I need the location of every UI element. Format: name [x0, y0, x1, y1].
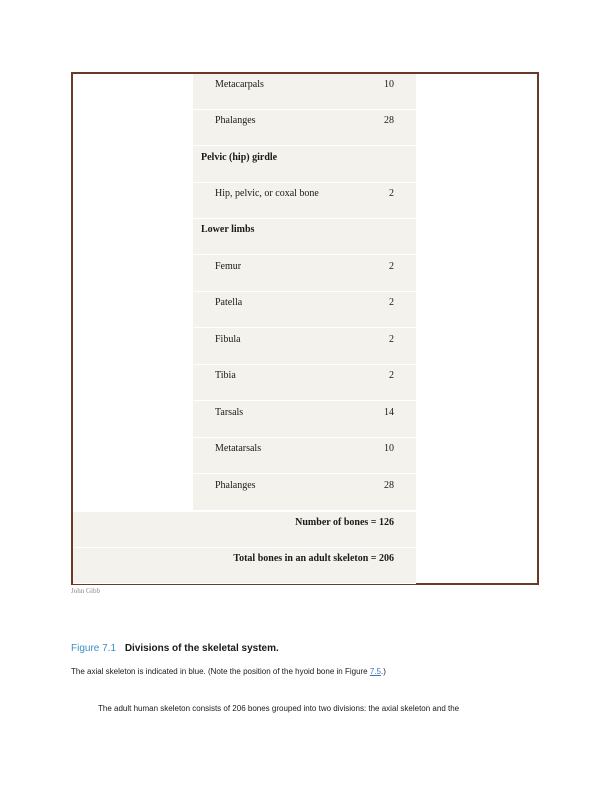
number-of-bones-row: [73, 512, 416, 548]
section-title: Lower limbs: [201, 224, 255, 235]
table-row: [193, 256, 416, 292]
table-row: [193, 110, 416, 146]
caption-end: .): [380, 667, 386, 676]
bone-count: 14: [384, 407, 394, 418]
bone-count: 2: [389, 261, 394, 272]
section-title: Pelvic (hip) girdle: [201, 152, 278, 163]
bone-count: 2: [389, 370, 394, 381]
table-row: [193, 475, 416, 511]
image-credit: John Gibb: [71, 587, 100, 595]
bone-count: 28: [384, 115, 394, 126]
bone-name: Patella: [215, 297, 243, 308]
bone-count: 2: [389, 188, 394, 199]
bone-count: 2: [389, 334, 394, 345]
bone-name: Fibula: [215, 334, 241, 345]
bone-name: Metacarpals: [215, 79, 264, 90]
table-row: [193, 365, 416, 401]
bone-name: Hip, pelvic, or coxal bone: [215, 188, 319, 199]
bone-name: Tibia: [215, 370, 236, 381]
table-row: [193, 402, 416, 438]
figure-number: Figure 7.1: [71, 643, 117, 654]
caption-text: The axial skeleton is indicated in blue. (Note the position of the hyoid bone in Figure: [71, 667, 370, 676]
bone-count: 2: [389, 297, 394, 308]
body-paragraph: The adult human skeleton consists of 206 bones grouped into two divisions: the axial skeleton and the: [98, 704, 460, 713]
bone-name: Tarsals: [215, 407, 244, 418]
table-row: [193, 438, 416, 474]
table-row: [193, 329, 416, 365]
bone-count: 10: [384, 79, 394, 90]
table-row: [193, 292, 416, 328]
figure-link[interactable]: 7.5: [369, 667, 381, 676]
bone-name: Metatarsals: [215, 443, 262, 454]
bone-name: Phalanges: [215, 115, 256, 126]
table-section-header: [193, 219, 416, 255]
figure-title: Divisions of the skeletal system.: [124, 643, 279, 654]
bone-name: Phalanges: [215, 480, 256, 491]
table-section-header: [193, 147, 416, 183]
number-of-bones-label: Number of bones = 126: [295, 517, 394, 528]
bone-name: Femur: [215, 261, 242, 272]
bone-count: 10: [384, 443, 394, 454]
figure-heading: [71, 643, 279, 654]
total-bones-label: Total bones in an adult skeleton = 206: [233, 553, 394, 564]
table-row: [193, 74, 416, 110]
bone-count: 28: [384, 480, 394, 491]
table-row: [193, 183, 416, 219]
total-bones-row: [73, 548, 416, 584]
figure-caption: [71, 667, 386, 676]
